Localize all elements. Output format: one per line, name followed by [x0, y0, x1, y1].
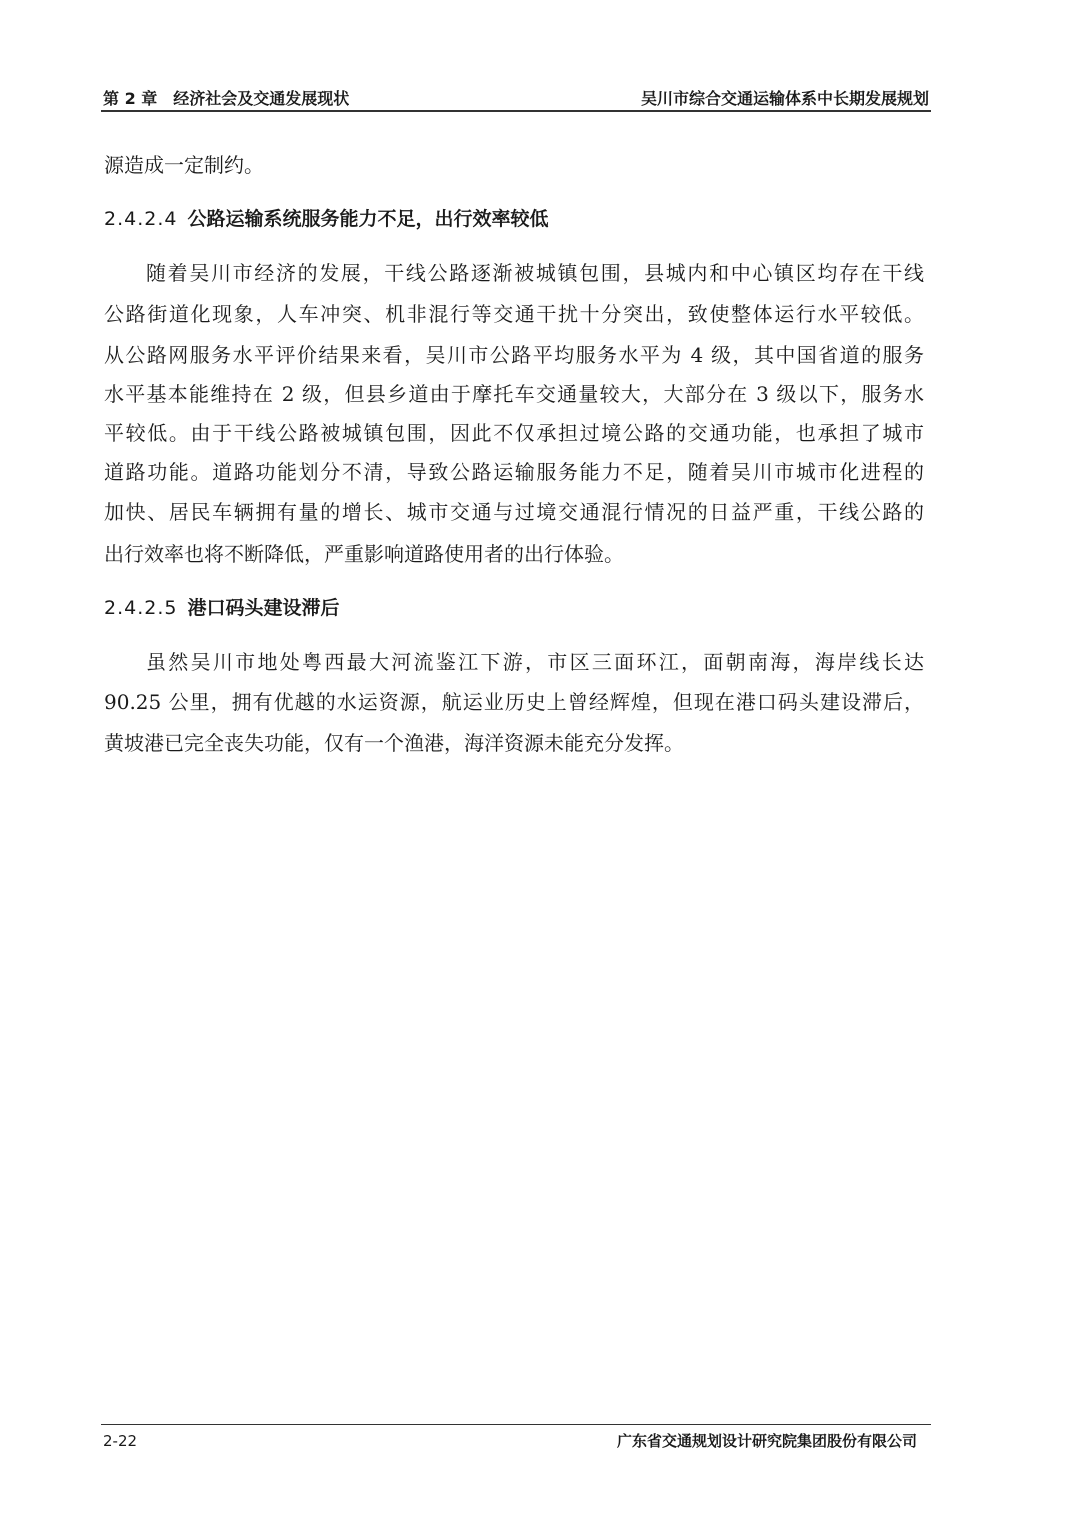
footer-rule: [101, 1424, 931, 1425]
paragraph-line: 随着吴川市经济的发展，干线公路逐渐被城镇包围，县城内和中心镇区均存在干线: [146, 261, 924, 285]
paragraph-line: 公路街道化现象，人车冲突、机非混行等交通干扰十分突出，致使整体运行水平较低。: [104, 302, 924, 326]
section-heading: [104, 593, 340, 623]
paragraph-line: 从公路网服务水平评价结果来看，吴川市公路平均服务水平为 4 级，其中国省道的服务: [104, 343, 924, 367]
paragraph-line: 黄坡港已完全丧失功能，仅有一个渔港，海洋资源未能充分发挥。: [104, 731, 684, 755]
paragraph-line: 水平基本能维持在 2 级，但县乡道由于摩托车交通量较大，大部分在 3 级以下，服务水: [104, 382, 924, 406]
section-heading: [104, 204, 549, 234]
paragraph-line: 出行效率也将不断降低，严重影响道路使用者的出行体验。: [104, 542, 624, 566]
document-title: 吴川市综合交通运输体系中长期发展规划: [640, 89, 929, 108]
paragraph-line: 虽然吴川市地处粤西最大河流鉴江下游，市区三面环江，面朝南海，海岸线长达: [146, 650, 924, 674]
page-header: [103, 88, 929, 110]
chapter-title: 第 2 章 经济社会及交通发展现状: [103, 89, 350, 108]
paragraph-line: 道路功能。道路功能划分不清，导致公路运输服务能力不足，随着吴川市城市化进程的: [104, 460, 924, 484]
page-number: 2-22: [103, 1432, 138, 1450]
section-title: 港口码头建设滞后: [187, 597, 340, 619]
section-number: 2.4.2.5: [104, 597, 178, 619]
paragraph-line: 平较低。由于干线公路被城镇包围，因此不仅承担过境公路的交通功能，也承担了城市: [104, 421, 924, 445]
header-rule: [101, 110, 931, 112]
section-title: 公路运输系统服务能力不足，出行效率较低: [187, 208, 549, 230]
section-number: 2.4.2.4: [104, 208, 178, 230]
paragraph-line: 源造成一定制约。: [104, 153, 264, 177]
paragraph-line: 90.25 公里，拥有优越的水运资源，航运业历史上曾经辉煌，但现在港口码头建设滞后，: [104, 690, 924, 714]
page-footer: [103, 1430, 917, 1452]
paragraph-line: 加快、居民车辆拥有量的增长、城市交通与过境交通混行情况的日益严重，干线公路的: [104, 500, 924, 524]
organization-name: 广东省交通规划设计研究院集团股份有限公司: [616, 1432, 917, 1450]
